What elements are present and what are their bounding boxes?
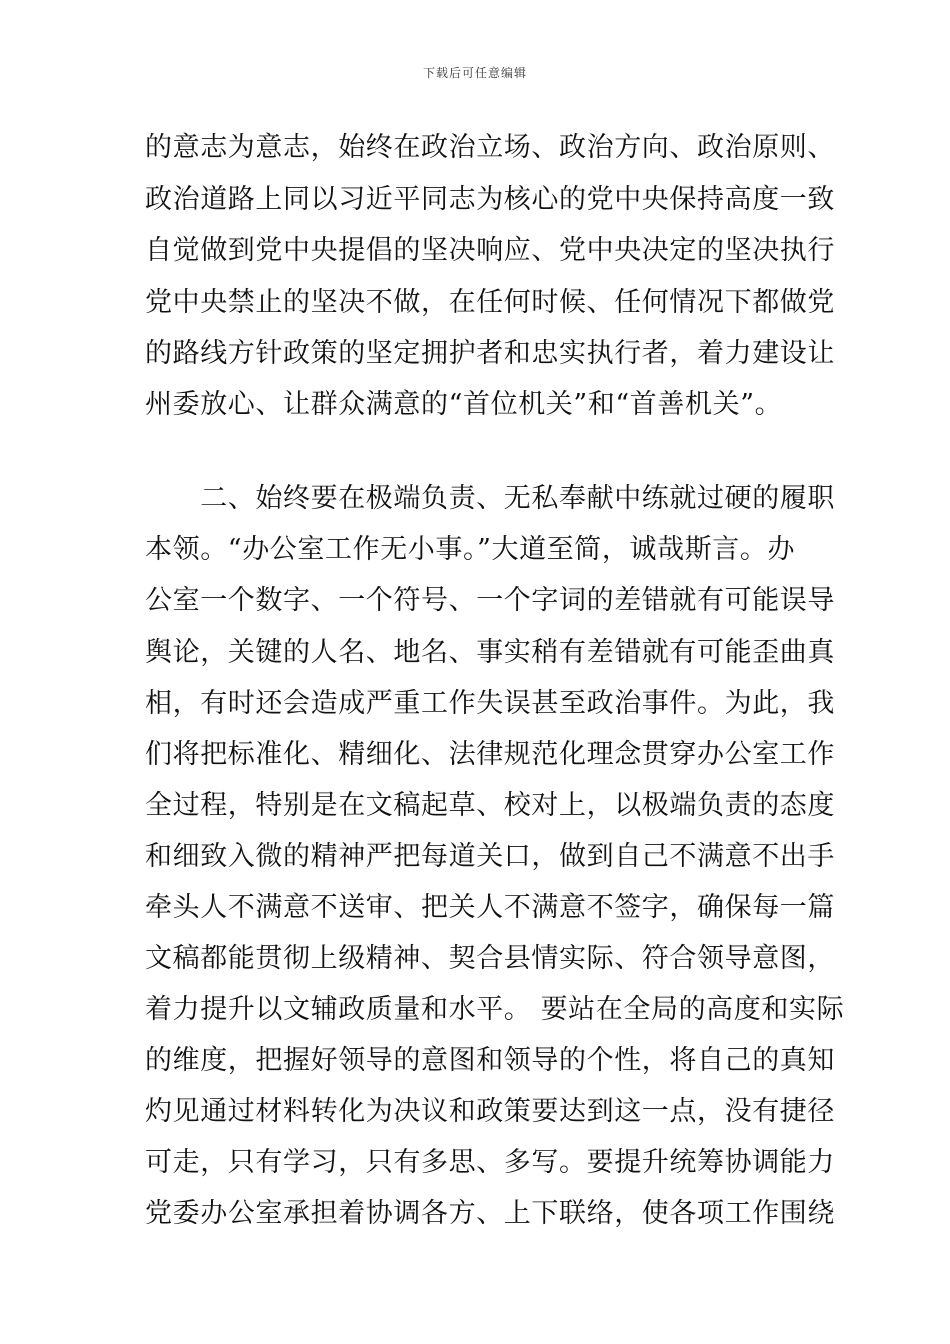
text-line: 可走，只有学习，只有多思、多写。要提升统筹协调能力 [145, 1147, 835, 1178]
text-line: 舆论，关键的人名、地名、事实稍有差错就有可能歪曲真 [145, 637, 835, 668]
text-line: 牵头人不满意不送审、把关人不满意不签字，确保每一篇 [145, 892, 835, 923]
text-line: 公室一个数字、一个符号、一个字词的差错就有可能误导 [145, 585, 835, 616]
text-line: 党中央禁止的坚决不做，在任何时候、任何情况下都做党 [145, 287, 835, 318]
text-line: 本领。“办公室工作无小事。”大道至简，诚哉斯言。办 [145, 534, 796, 565]
text-line: 文稿都能贯彻上级精神、契合县情实际、符合领导意图， [145, 943, 835, 974]
text-line: 的路线方针政策的坚定拥护者和忠实执行者，着力建设让 [145, 338, 835, 369]
text-line: 的意志为意志，始终在政治立场、政治方向、政治原则、 [145, 132, 835, 163]
text-line: 全过程，特别是在文稿起草、校对上，以极端负责的态度 [145, 790, 835, 821]
text-line: 州委放心、让群众满意的“首位机关”和“首善机关”。 [145, 389, 783, 420]
text-line: 政治道路上同以习近平同志为核心的党中央保持高度一致 [145, 184, 835, 215]
text-line: 自觉做到党中央提倡的坚决响应、党中央决定的坚决执行 [145, 235, 835, 266]
page-header-note: 下载后可任意编辑 [422, 66, 527, 80]
text-line: 灼见通过材料转化为决议和政策要达到这一点，没有捷径 [145, 1096, 835, 1127]
text-line: 党委办公室承担着协调各方、上下联络，使各项工作围绕 [145, 1198, 835, 1229]
text-line: 着力提升以文辅政质量和水平。 要站在全局的高度和实际 [145, 994, 845, 1025]
text-line: 和细致入微的精神严把每道关口，做到自己不满意不出手 [145, 841, 835, 872]
text-line: 们将把标准化、精细化、法律规范化理念贯穿办公室工作 [145, 739, 835, 770]
text-line: 二、始终要在极端负责、无私奉献中练就过硬的履职 [145, 483, 835, 514]
text-line: 相，有时还会造成严重工作失误甚至政治事件。为此，我 [145, 688, 835, 719]
text-line: 的维度，把握好领导的意图和领导的个性，将自己的真知 [145, 1045, 835, 1076]
